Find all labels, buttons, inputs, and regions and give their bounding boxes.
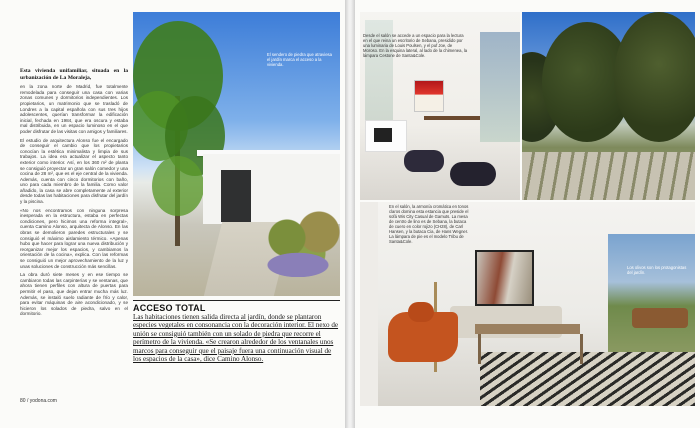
olive-tree xyxy=(614,12,695,142)
page-folio: 80 / yodona.com xyxy=(20,398,57,404)
photo-caption: Los olivos son los protagonistas del jardín. xyxy=(627,265,687,275)
article-paragraph: en la zona norte de Madrid, fue totalmente remodelada para conseguir una casa con varias zonas comunes y dormitorios independientes. Los propietarios, un matrimonio que se trasladó de Londres a la capital española con sus tres hijos adolescentes, querían transformar la edificación inicial, fechada en 1984, que era oscura y estaba mal distribuida, en un espacio luminoso en el que poder disfrutar de las visitas con amigos y familiares. xyxy=(20,84,128,134)
armchair-headrest xyxy=(408,302,434,322)
article-paragraph: «No nos encontramos con ninguna sorpresa inesperada en la estructura, estaba en perfectas condiciones, pero hicimos una reforma integral», cuenta Camino Alonso, arquitecta de Alonso. En las obras se demolieron paredes estructurales y se consiguió el máximo aislamiento térmico. «Apenas hubo que hacer para lograr una nueva distribución y reorganizar mejor los espacios, y cambiamos la orientación de la cocina», explica. Con las reformas se consiguió un mejor aprovechamiento de la luz y unas soluciones de construcción más sencillas. xyxy=(20,207,128,269)
front-door xyxy=(221,170,251,222)
photo-caption: En el salón, la armonía cromática en tonos claros domina esta estancia que preside el sofá Wis City Casual de Gamuts. La mesa de centro de lino es de Sebana, la butaca de cuero en color rojizo (CH28), de Carl Hansen, y la butaca Cia, de Hans Wegner. La lámpara de pie es el modelo Tribu de Santa&Cole. xyxy=(389,204,469,244)
olive-garden-photo xyxy=(522,12,695,200)
pouf xyxy=(450,162,496,186)
column xyxy=(360,202,378,406)
acceso-total-block xyxy=(133,300,340,363)
left-page xyxy=(0,0,345,428)
article-text-column xyxy=(20,68,128,320)
lavender-plants xyxy=(253,247,340,277)
painting xyxy=(475,250,534,306)
garden-window xyxy=(480,32,520,142)
photo-caption: Desde el salón se accede a un espacio para la lectura en el que reina un escritorio de Sebana, presidido por una luminaria de Louis Poulsen, y el puf Joe, de Moroso. En la esquina lateral, al lado de la chimenea, la lámpara Cestone de Santa&Cole. xyxy=(363,33,468,58)
section-rule xyxy=(133,300,340,301)
article-lead: Esta vivienda unifamiliar, situada en la urbanización de La Moraleja, xyxy=(20,68,128,81)
section-body: Las habitaciones tienen salida directa al jardín, donde se plantaron especies vegetales en consonancia con la decoración interior. El nexo de unión se consiguió también con un solado de piedra que recorre el perímetro de la vivienda. «Se crearon alrededor de los ventanales unos marcos para conseguir que el paisaje fuera una continuación visual de los espacios de la casa», dice Camino Alonso. xyxy=(133,313,339,364)
photo-caption: El sendero de piedra que atraviesa el jardín marca el acceso a la vivienda. xyxy=(267,52,332,67)
page-gutter xyxy=(345,0,355,428)
pouf xyxy=(404,150,444,172)
wooden-chairs xyxy=(632,308,688,328)
article-paragraph: El estudio de arquitectura Alonso fue el encargado de conseguir el cambio que los propietarios conocían la estética minimalista y limpia de sus trabajos. La idea era actualizar el aspecto tanto exterior como interior. Así, en los 360 m² de planta se consiguió proyectar un gran salón comedor y una cocina de 28 m², que es el eje central de la vivienda. Además, cuenta con cinco dormitorios con baño, uno para cada miembro de la familia. Como valor añadido, la casa se abre completamente al exterior desde todas las habitaciones para disfrutar del jardín y la piscina. xyxy=(20,137,128,205)
fireplace xyxy=(374,128,392,142)
garden-window xyxy=(608,234,695,354)
painting xyxy=(414,80,444,112)
table-legs xyxy=(478,334,583,364)
article-paragraph: La obra duró siete meses y en ese tiempo se cambiaron todas las carpinterías y se ventanas, que ahora tienen perfiles con altura de puertas para permitir el paso, que dejan entrar mucha más luz. Además, se instaló suelo radiante de frío y calor, para evitar máquinas de aire acondicionado, y se hicieron los solados de piedra, salvo en el dormitorio. xyxy=(20,272,128,317)
desk xyxy=(424,116,480,120)
stepping-stones xyxy=(522,152,695,200)
right-page xyxy=(355,0,700,428)
coffee-table xyxy=(475,324,580,334)
section-title: ACCESO TOTAL xyxy=(133,303,206,313)
